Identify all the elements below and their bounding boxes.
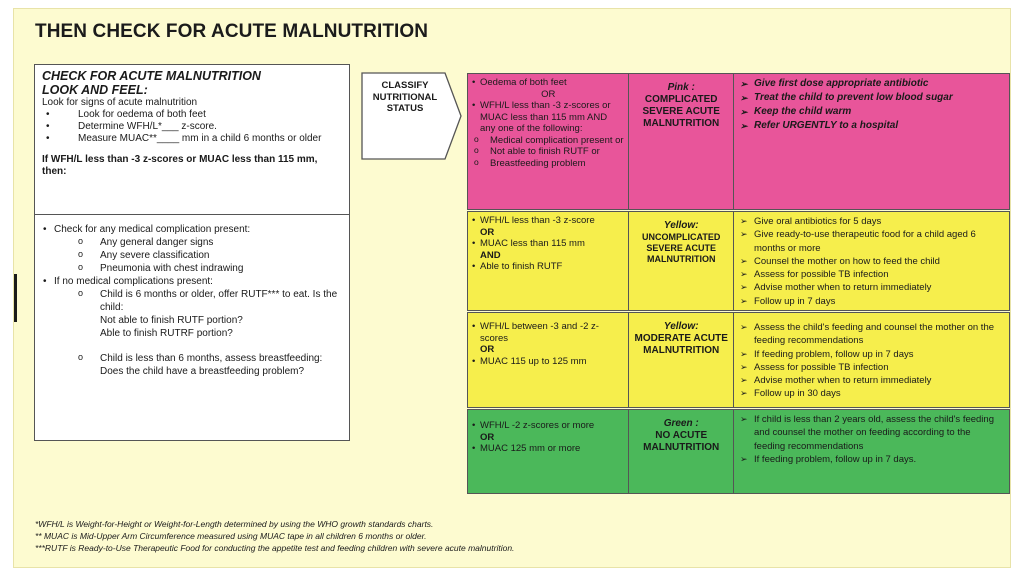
rutf-question: Able to finish RUTRF portion? xyxy=(100,328,233,339)
treatment-item: ➢ Counsel the mother on how to feed the child xyxy=(740,255,1003,268)
assess-intro: Look for signs of acute malnutrition xyxy=(42,97,198,108)
treatment-item: ➢ If feeding problem, follow up in 7 days. xyxy=(740,453,1003,466)
treatment-item: ➢ Keep the child warm xyxy=(740,105,1003,119)
signs-cell xyxy=(468,410,629,493)
sign: • MUAC 125 mm or more xyxy=(472,443,624,455)
look-item: • Determine WFH/L*___ z-score. xyxy=(42,121,342,133)
classification-cell xyxy=(629,313,734,407)
look-list xyxy=(42,109,342,145)
treatment-item: ➢ Advise mother when to return immediately xyxy=(740,281,1003,294)
treatment-item: ➢ Treat the child to prevent low blood sugar xyxy=(740,91,1003,105)
sign: • WFH/L less than -3 z-score xyxy=(472,215,624,227)
sign: • WFH/L -2 z-scores or more xyxy=(472,420,624,432)
treatment-item: ➢ Assess the child's feeding and counsel the mother on the feeding recommendations xyxy=(740,321,1003,348)
classification-cell xyxy=(629,410,734,493)
breastfeeding-text: Child is less than 6 months, assess breastfeeding: xyxy=(100,353,323,364)
treatment-item: ➢ Assess for possible TB infection xyxy=(740,268,1003,281)
rutf-question: Not able to finish RUTF portion? xyxy=(100,315,243,326)
treatment-item: ➢ Give first dose appropriate antibiotic xyxy=(740,77,1003,91)
assess-look-feel xyxy=(35,65,349,215)
classify-arrow xyxy=(361,72,463,160)
footnote: *WFH/L is Weight-for-Height or Weight-for-Length determined by using the WHO growth standards charts. xyxy=(35,519,434,529)
medical-item: o Pneumonia with chest indrawing xyxy=(42,262,342,275)
signs-cell xyxy=(468,313,629,407)
classification-name: NO ACUTE MALNUTRITION xyxy=(643,430,720,453)
look-item: • Measure MUAC**____ mm in a child 6 months or older xyxy=(42,133,342,145)
footnotes xyxy=(35,518,795,554)
classify-label: CLASSIFY NUTRITIONAL STATUS xyxy=(372,80,438,114)
breastfeeding-item xyxy=(42,352,342,378)
treatment-item: ➢ Follow up in 30 days xyxy=(740,387,1003,400)
treatment-cell xyxy=(734,313,1009,407)
classification-name: COMPLICATED SEVERE ACUTE MALNUTRITION xyxy=(642,94,720,129)
assess-box xyxy=(34,64,350,441)
assess-checks xyxy=(35,215,349,386)
color-label: Pink : xyxy=(667,82,695,93)
classification-name: MODERATE ACUTE MALNUTRITION xyxy=(634,333,728,356)
sign-sub: o Breastfeeding problem xyxy=(472,158,624,170)
no-medical: • If no medical complications present: xyxy=(42,275,342,288)
medical-item: o Any severe classification xyxy=(42,249,342,262)
classification-cell xyxy=(629,212,734,310)
sign: • Able to finish RUTF xyxy=(472,261,624,273)
treatment-item: ➢ Advise mother when to return immediately xyxy=(740,374,1003,387)
table-row-no-am xyxy=(467,409,1010,494)
sign: • Oedema of both feet xyxy=(472,77,624,89)
footnote: ***RUTF is Ready-to-Use Therapeutic Food for conducting the appetite test and feeding children with severe acute malnutrition. xyxy=(35,543,515,553)
treatment-cell xyxy=(734,212,1009,310)
page-title: THEN CHECK FOR ACUTE MALNUTRITION xyxy=(35,21,429,42)
rutf-text: Child is 6 months or older, offer RUTF*** to eat. Is the child: xyxy=(100,289,338,313)
sign-or: OR xyxy=(480,226,495,238)
treatment-cell xyxy=(734,410,1009,493)
treatment-item: ➢ Give ready-to-use therapeutic food for a child aged 6 months or more xyxy=(740,228,1003,255)
footnote: ** MUAC is Mid-Upper Arm Circumference measured using MUAC tape in all children 6 months or older. xyxy=(35,531,427,541)
treatment-cell xyxy=(734,74,1009,209)
sign-sub: o Not able to finish RUTF or xyxy=(472,146,624,158)
sign-or: OR xyxy=(541,88,556,100)
look-item: • Look for oedema of both feet xyxy=(42,109,342,121)
signs-cell xyxy=(468,212,629,310)
classification-cell xyxy=(629,74,734,209)
check-medical: • Check for any medical complication present: xyxy=(42,223,342,236)
sign: • MUAC 115 up to 125 mm xyxy=(472,356,624,368)
sign-and: AND xyxy=(480,249,501,261)
table-row-uncomplicated-sam xyxy=(467,211,1010,311)
color-label: Yellow: xyxy=(663,321,699,332)
sign-sub: o Medical complication present or xyxy=(472,135,624,147)
treatment-item: ➢ Assess for possible TB infection xyxy=(740,361,1003,374)
signs-cell xyxy=(468,74,629,209)
sign: • WFH/L less than -3 z-scores or MUAC less than 115 mm AND any one of the following: xyxy=(472,100,624,135)
rutf-item xyxy=(42,288,342,340)
treatment-item: ➢ Refer URGENTLY to a hospital xyxy=(740,119,1003,133)
treatment-item: ➢ If feeding problem, follow up in 7 days xyxy=(740,348,1003,361)
sign: • MUAC less than 115 mm xyxy=(472,238,624,250)
edge-mark xyxy=(14,274,17,322)
medical-item: o Any general danger signs xyxy=(42,236,342,249)
sign: • WFH/L between -3 and -2 z-scores xyxy=(472,321,624,344)
treatment-item: ➢ If child is less than 2 years old, assess the child's feeding and counsel the mother on feeding according to the feeding recommendations xyxy=(740,413,1003,453)
classification-table xyxy=(467,73,1010,494)
treatment-item: ➢ Give oral antibiotics for 5 days xyxy=(740,215,1003,228)
chart-page xyxy=(13,8,1011,568)
breastfeeding-question: Does the child have a breastfeeding problem? xyxy=(100,366,305,377)
color-label: Yellow: xyxy=(663,220,699,231)
sign-or: OR xyxy=(480,344,495,355)
sign-or: OR xyxy=(480,431,495,443)
classification-name: UNCOMPLICATED SEVERE ACUTE MALNUTRITION xyxy=(642,232,721,264)
assess-condition: If WFH/L less than -3 z-scores or MUAC less than 115 mm, then: xyxy=(42,154,318,177)
table-row-moderate-am xyxy=(467,312,1010,408)
assess-heading: CHECK FOR ACUTE MALNUTRITION xyxy=(42,69,261,83)
treatment-item: ➢ Follow up in 7 days xyxy=(740,295,1003,308)
color-label: Green : xyxy=(663,418,699,429)
assess-subheading: LOOK AND FEEL: xyxy=(42,83,148,97)
table-row-complicated-sam xyxy=(467,73,1010,210)
